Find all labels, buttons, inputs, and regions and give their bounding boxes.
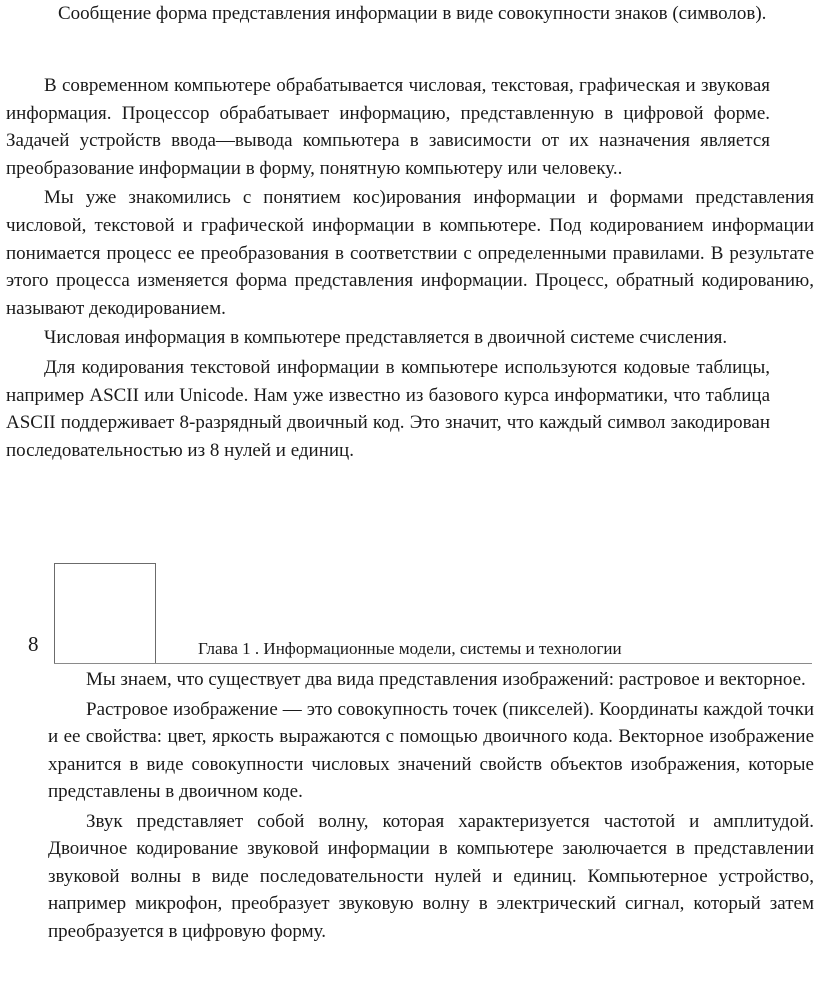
paragraph-numeric-info: Числовая информация в компьютере представляется в двоичной системе счисления. bbox=[44, 327, 728, 349]
paragraph-text-encoding: Для кодирования текстовой информации в компьютере используются кодовые таблицы, например ASCII или Unicode. Нам уже известно из базового курса информатики, что таблица ASCII поддерживает 8-разрядный двоичный код. Это значит, что каждый символ закодирован последовательностью из 8 нулей и единиц. bbox=[6, 356, 770, 461]
paragraph-raster-vector: Растровое изображение — это совокупность точек (пикселей). Координаты каждой точки и ее свойства: цвет, яркость выражаются с помощью двоичного кода. Векторное изображение хранится в виде совокупности числовых значений свойств объектов изображения, которые представлены в двоичном коде. bbox=[48, 698, 814, 802]
top-body-text bbox=[6, 72, 814, 464]
figure-frame bbox=[54, 563, 156, 664]
paragraph-image-types: Мы знаем, что существует два вида представления изображений: растровое и векторное. bbox=[86, 669, 806, 690]
header-divider bbox=[54, 663, 812, 664]
definition-block bbox=[58, 0, 812, 28]
page-number: 8 bbox=[28, 632, 39, 656]
paragraph-information-types: В современном компьютере обрабатывается числовая, текстовая, графическая и звуковая информация. Процессор обрабатывает информацию, представленную в цифровой форме. Задачей устройств ввода—вывода компьютера в зависимости от их назначения является преобразование информации в форму, понятную компьютеру или человеку.. bbox=[6, 75, 770, 179]
running-header: Глава 1 . Информационные модели, системы и технологии bbox=[198, 639, 622, 658]
paragraph-encoding-definition: Мы уже знакомились с понятием кос)ирования информации и формами представления числовой, текстовой и графической информации в компьютере. Под кодированием информации понимается процесс ее преобразования в соответствии с определенными правилами. В результате этого процесса изменяется форма представления информации. Процесс, обратный кодированию, называют декодированием. bbox=[6, 187, 814, 319]
definition-text: Сообщение форма представления информации в виде совокупности знаков (символов). bbox=[58, 3, 767, 24]
paragraph-sound-encoding: Звук представляет собой волну, которая характеризуется частотой и амплитудой. Двоичное кодирование звуковой информации в компьютере заюлючается в представлении звуковой волны в виде последовательности нулей и единиц. Компьютерное устройство, например микрофон, преобразует звуковую волну в электрический сигнал, который затем преобразуется в цифровую форму. bbox=[48, 810, 814, 942]
bottom-body-text bbox=[48, 666, 814, 945]
